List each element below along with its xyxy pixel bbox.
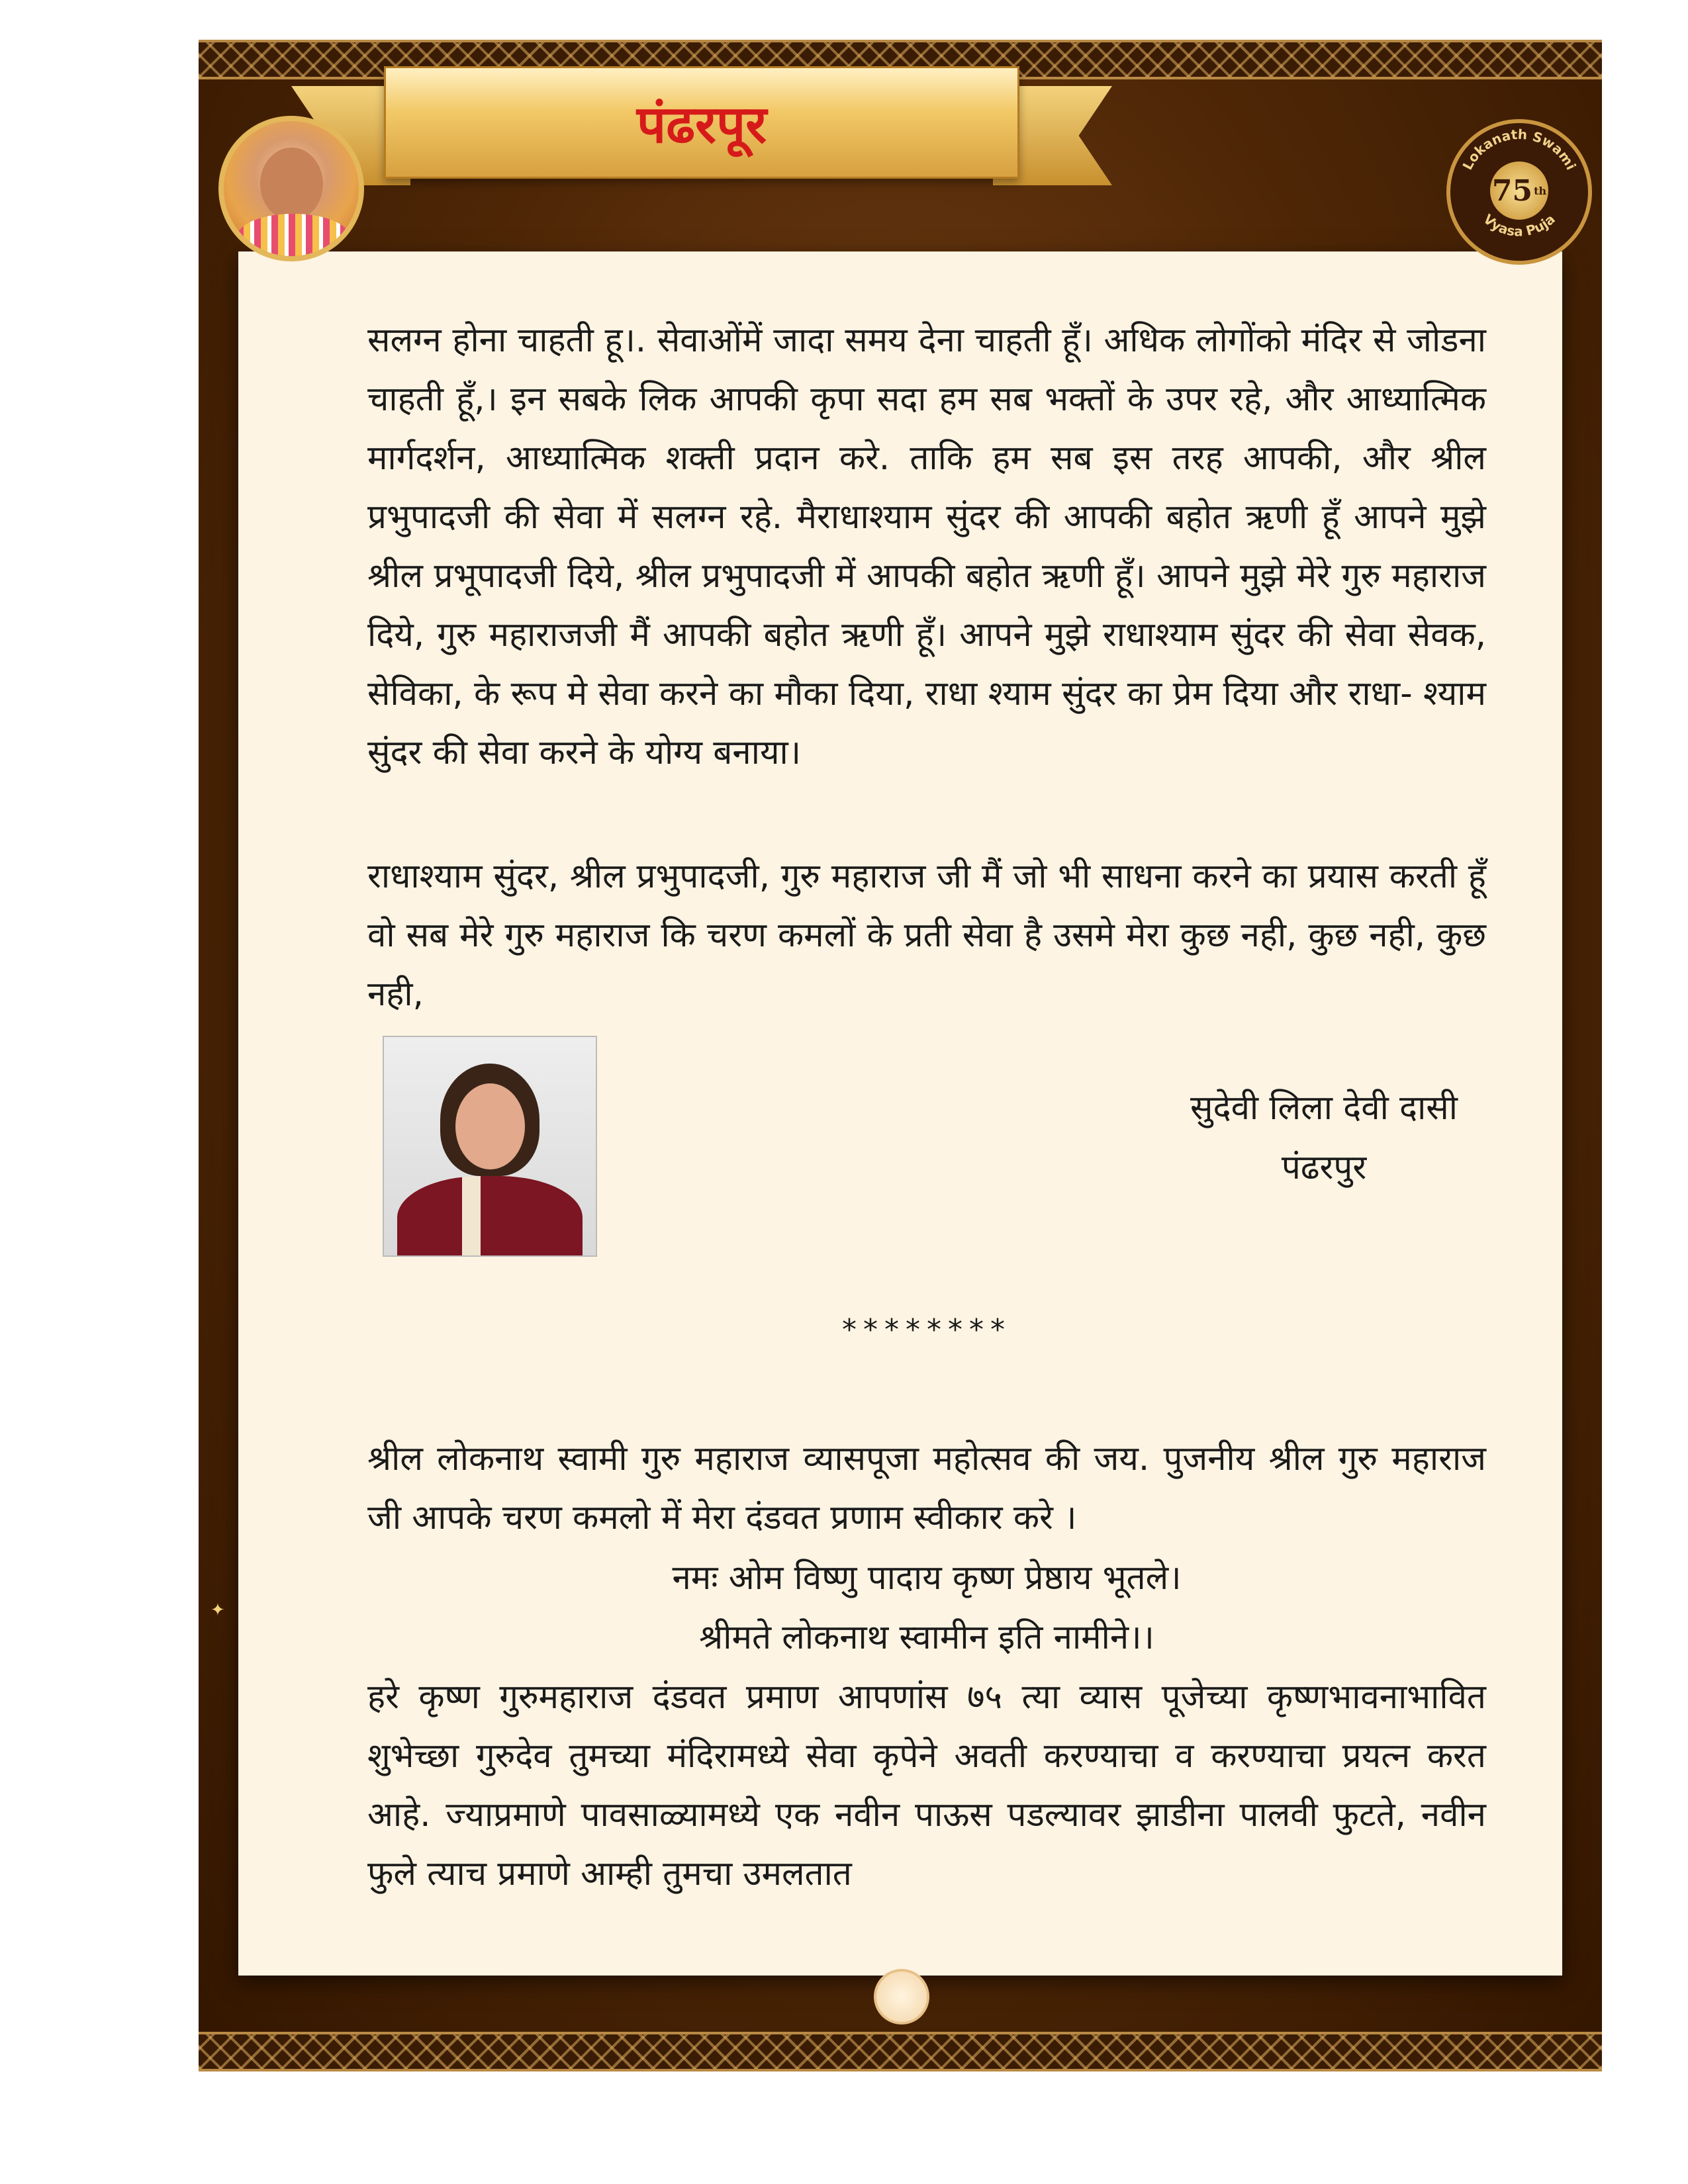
badge-text-bottom: Vyasa Puja [1480, 210, 1558, 240]
letter-2-paragraph-2: हरे कृष्ण गुरुमहाराज दंडवत प्रमाण आपणांस ७५ त्या व्यास पूजेच्या कृष्णभावनाभावित शुभेच्छा गुरुदेव तुमच्या मंदिरामध्ये सेवा कृपेने अवती करण्याचा व करण्याचा प्रयत्न करत आहे. ज्याप्रमाणे पावसाळ्यामध्ये एक नवीन पाऊस पडल्यावर झाडीना पालवी फुटते, नवीन फुले त्याच प्रमाणे आम्ही तुमचा उमलतात [367, 1678, 1486, 1893]
letter-1-paragraph-1: सलग्न होना चाहती हू।. सेवाओंमें जादा समय देना चाहती हूँ। अधिक लोगोंको मंदिर से जोडना चाहती हूँ,। इन सबके लिक आपकी कृपा सदा हम सब भक्तों के उपर रहे, और आध्यात्मिक मार्गदर्शन, आध्यात्मिक शक्ती प्रदान करे. ताकि हम सब इस तरह आपकी, और श्रील प्रभुपादजी की सेवा में सलग्न रहे. मैराधाश्याम सुंदर की आपकी बहोत ऋणी हूँ आपने मुझे श्रील प्रभूपादजी दिये, श्रील प्रभुपादजी में आपकी बहोत ऋणी हूँ। आपने मुझे मेरे गुरु महाराज दिये, गुरु महाराजजी मैं आपकी बहोत ऋणी हूँ। आपने मुझे राधाश्याम सुंदर की सेवा सेवक, सेविका, के रूप मे सेवा करने का मौका दिया, राधा श्याम सुंदर का प्रेम दिया और राधा- श्याम सुंदर की सेवा करने के योग्य बनाया। [367, 321, 1486, 772]
vyasa-puja-75-badge [1446, 119, 1592, 265]
badge-text-top: Lokanath Swami [1459, 126, 1579, 173]
section-separator: ******** [842, 1313, 1011, 1347]
guru-portrait-image [218, 116, 364, 261]
title-ribbon [291, 60, 1112, 225]
author-photo [383, 1036, 597, 1257]
bottom-border-pattern [199, 2032, 1602, 2071]
signature-place: पंढरपुर [1281, 1148, 1367, 1187]
badge-number-value: 75 [1491, 173, 1533, 208]
letter-1-paragraph-2: राधाश्याम सुंदर, श्रील प्रभुपादजी, गुरु महाराज जी मैं जो भी साधना करने का प्रयास करती हूँ वो सब मेरे गुरु महाराज कि चरण कमलों के प्रती सेवा है उसमे मेरा कुछ नही, कुछ नही, कुछ नही, [367, 857, 1486, 1014]
sparkle-icon: ✦ [211, 1600, 225, 1620]
letter-2-paragraph-1: श्रील लोकनाथ स्वामी गुरु महाराज व्यासपूजा महोत्सव की जय. पुजनीय श्रील गुरु महाराज जी आपके चरण कमलो में मेरा दंडवत प्रणाम स्वीकार करे । [367, 1439, 1486, 1537]
signature-name: सुदेवी लिला देवी दासी [1190, 1089, 1458, 1128]
verse-line-1: नमः ओम विष्णु पादाय कृष्ण प्रेष्ठाय भूतले। [672, 1559, 1182, 1598]
ribbon-banner [384, 66, 1019, 179]
page-indicator-dot [874, 1969, 929, 2025]
verse-line-2: श्रीमते लोकनाथ स्वामीन इति नामीने।। [699, 1618, 1154, 1657]
badge-number [1490, 161, 1548, 220]
badge-number-suffix: th [1534, 184, 1547, 197]
page-title: पंढरपूर [636, 95, 767, 155]
